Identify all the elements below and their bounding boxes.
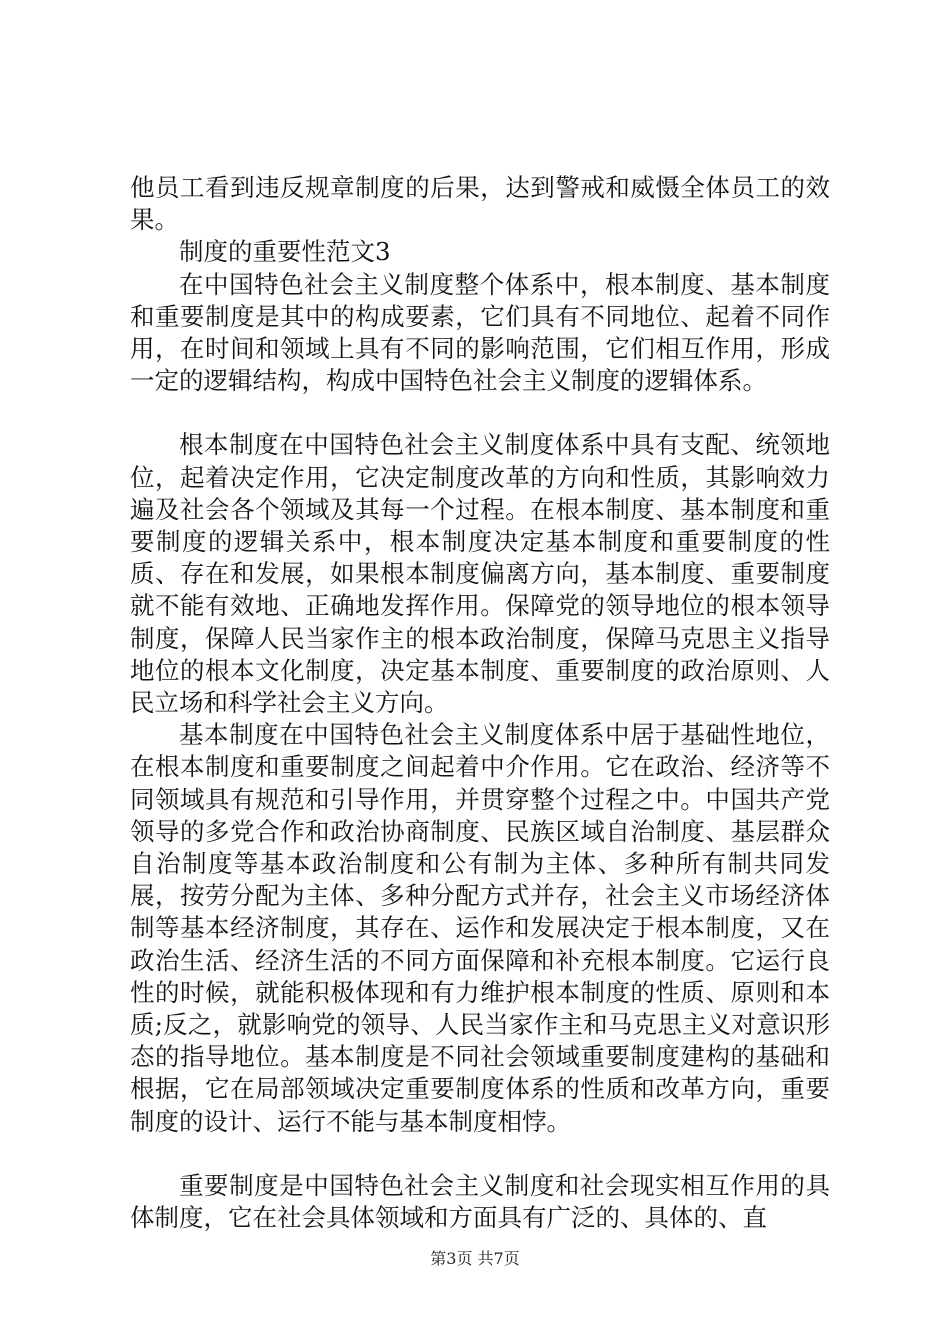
paragraph-fundamental-system: 根本制度在中国特色社会主义制度体系中具有支配、统领地位，起着决定作用，它决定制度改革的方向和性质，其影响效力遍及社会各个领域及其每一个过程。在根本制度、基本制度和重要制度的逻辑关系中，根本制度决定基本制度和重要制度的性质、存在和发展，如果根本制度偏离方向，基本制度、重要制度就不能有效地、正确地发挥作用。保障党的领导地位的根本领导制度，保障人民当家作主的根本政治制度，保障马克思主义指导地位的根本文化制度，决定基本制度、重要制度的政治原则、人民立场和科学社会主义方向。 — [130, 430, 830, 718]
section-heading: 制度的重要性范文3 — [179, 237, 391, 267]
page-number-footer: 第3页 共7页 — [430, 1249, 520, 1268]
paragraph-intro: 在中国特色社会主义制度整个体系中，根本制度、基本制度和重要制度是其中的构成要素，它们具有不同地位、起着不同作用，在时间和领域上具有不同的影响范围，它们相互作用，形成一定的逻辑结构，构成中国特色社会主义制度的逻辑体系。 — [130, 269, 830, 396]
document-body — [130, 172, 830, 1234]
paragraph-basic-system: 基本制度在中国特色社会主义制度体系中居于基础性地位，在根本制度和重要制度之间起着中介作用。它在政治、经济等不同领域具有规范和引导作用，并贯穿整个过程之中。中国共产党领导的多党合作和政治协商制度、民族区域自治制度、基层群众自治制度等基本政治制度和公有制为主体、多种所有制共同发展，按劳分配为主体、多种分配方式并存，社会主义市场经济体制等基本经济制度，其存在、运作和发展决定于根本制度，又在政治生活、经济生活的不同方面保障和补充根本制度。它运行良性的时候，就能积极体现和有力维护根本制度的性质、原则和本质;反之，就影响党的领导、人民当家作主和马克思主义对意识形态的指导地位。基本制度是不同社会领域重要制度建构的基础和根据，它在局部领域决定重要制度体系的性质和改革方向，重要制度的设计、运行不能与基本制度相悖。 — [130, 720, 830, 1136]
paragraph-continuation: 他员工看到违反规章制度的后果，达到警戒和威慑全体员工的效果。 — [130, 173, 830, 235]
paragraph-important-system: 重要制度是中国特色社会主义制度和社会现实相互作用的具体制度，它在社会具体领域和方面具有广泛的、具体的、直 — [130, 1170, 830, 1233]
